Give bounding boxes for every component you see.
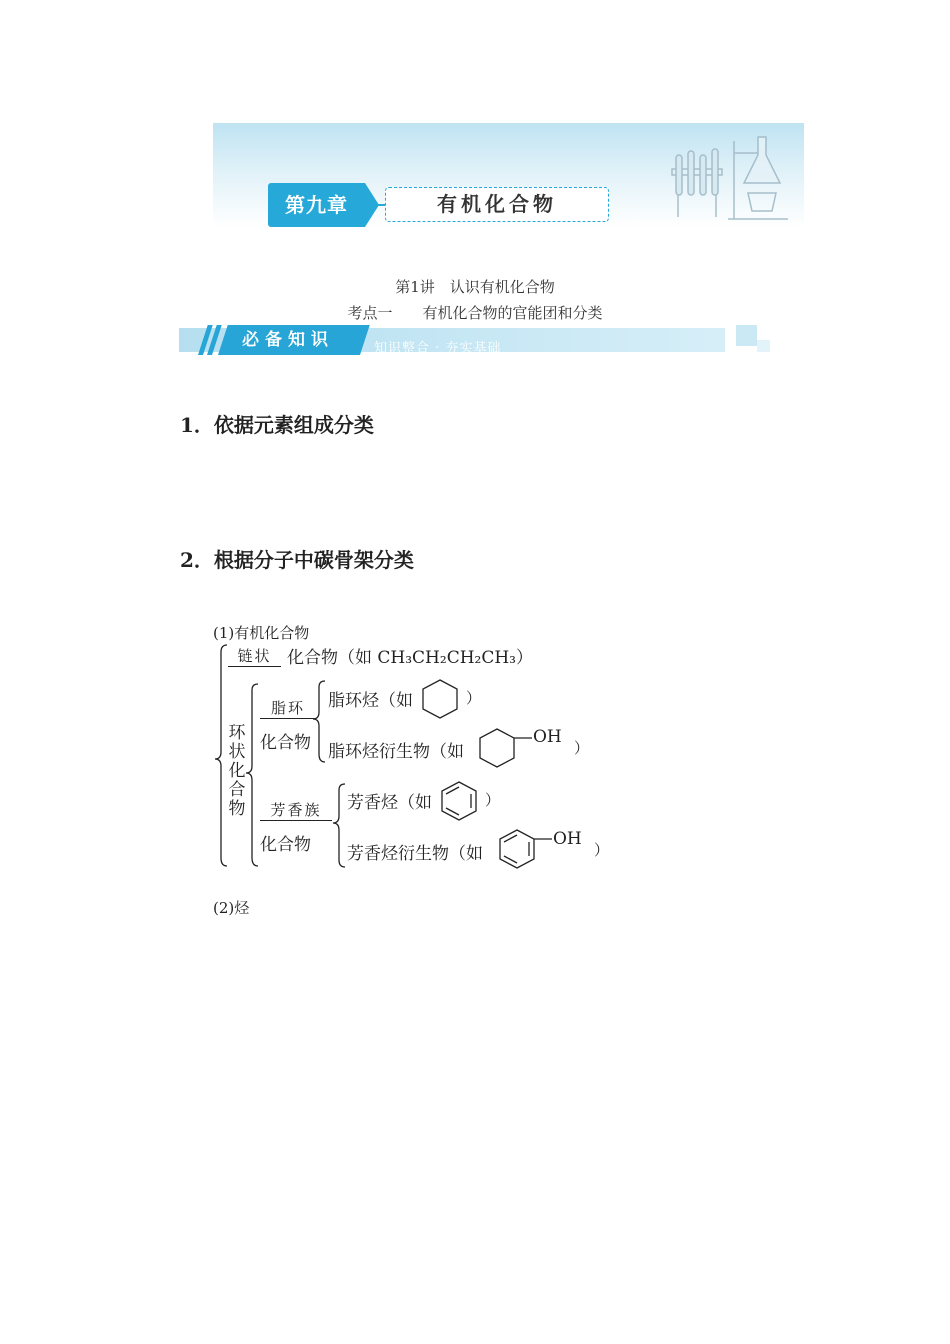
hydrocarbon-caption: (2)烃 xyxy=(213,899,250,917)
lecture-title: 第1讲 认识有机化合物 xyxy=(395,278,555,296)
blank-chain: 链状 xyxy=(228,645,281,667)
cyclic-compound-label: 环 状 化 合 物 xyxy=(228,723,246,819)
chain-compound-text: 化合物（如 CH₃CH₂CH₂CH₃） xyxy=(287,648,533,668)
cyclohexane-icon xyxy=(423,680,457,718)
hydroxyl-group-label: OH xyxy=(553,829,582,849)
aromatic-derivative-close: ） xyxy=(594,841,610,859)
alicyclic-hydrocarbon-close: ） xyxy=(466,689,482,707)
knowledge-banner-subtitle: 知识整合 · 夯实基础 xyxy=(374,341,502,356)
cyclohexanol-icon xyxy=(480,729,514,767)
chapter-tag: 第九章 xyxy=(268,183,365,227)
heading-carbon-skeleton-classification: 2．根据分子中碳骨架分类 xyxy=(180,548,414,572)
section-title: 考点一 有机化合物的官能团和分类 xyxy=(347,304,603,322)
aromatic-hydrocarbon-close: ） xyxy=(485,791,501,809)
alicyclic-suffix: 化合物 xyxy=(260,733,311,753)
hydroxyl-group-label: OH xyxy=(533,727,562,747)
diagram-caption: (1)有机化合物 xyxy=(213,624,310,642)
alicyclic-derivative: 脂环烃衍生物（如 xyxy=(328,742,464,762)
blank-alicyclic: 脂环 xyxy=(260,697,316,719)
blank-aromatic: 芳香族 xyxy=(260,799,332,821)
chapter-title: 有机化合物 xyxy=(385,187,609,222)
brace-aromatic xyxy=(333,784,345,867)
aromatic-hydrocarbon: 芳香烃（如 xyxy=(347,793,432,813)
aromatic-suffix: 化合物 xyxy=(260,835,311,855)
knowledge-banner-label: 必备知识 xyxy=(242,330,334,350)
heading-element-classification: 1．依据元素组成分类 xyxy=(180,413,374,437)
brace-alicyclic xyxy=(313,681,325,762)
aromatic-derivative: 芳香烃衍生物（如 xyxy=(347,844,483,864)
alicyclic-derivative-close: ） xyxy=(574,739,590,757)
alicyclic-hydrocarbon: 脂环烃（如 xyxy=(328,691,413,711)
